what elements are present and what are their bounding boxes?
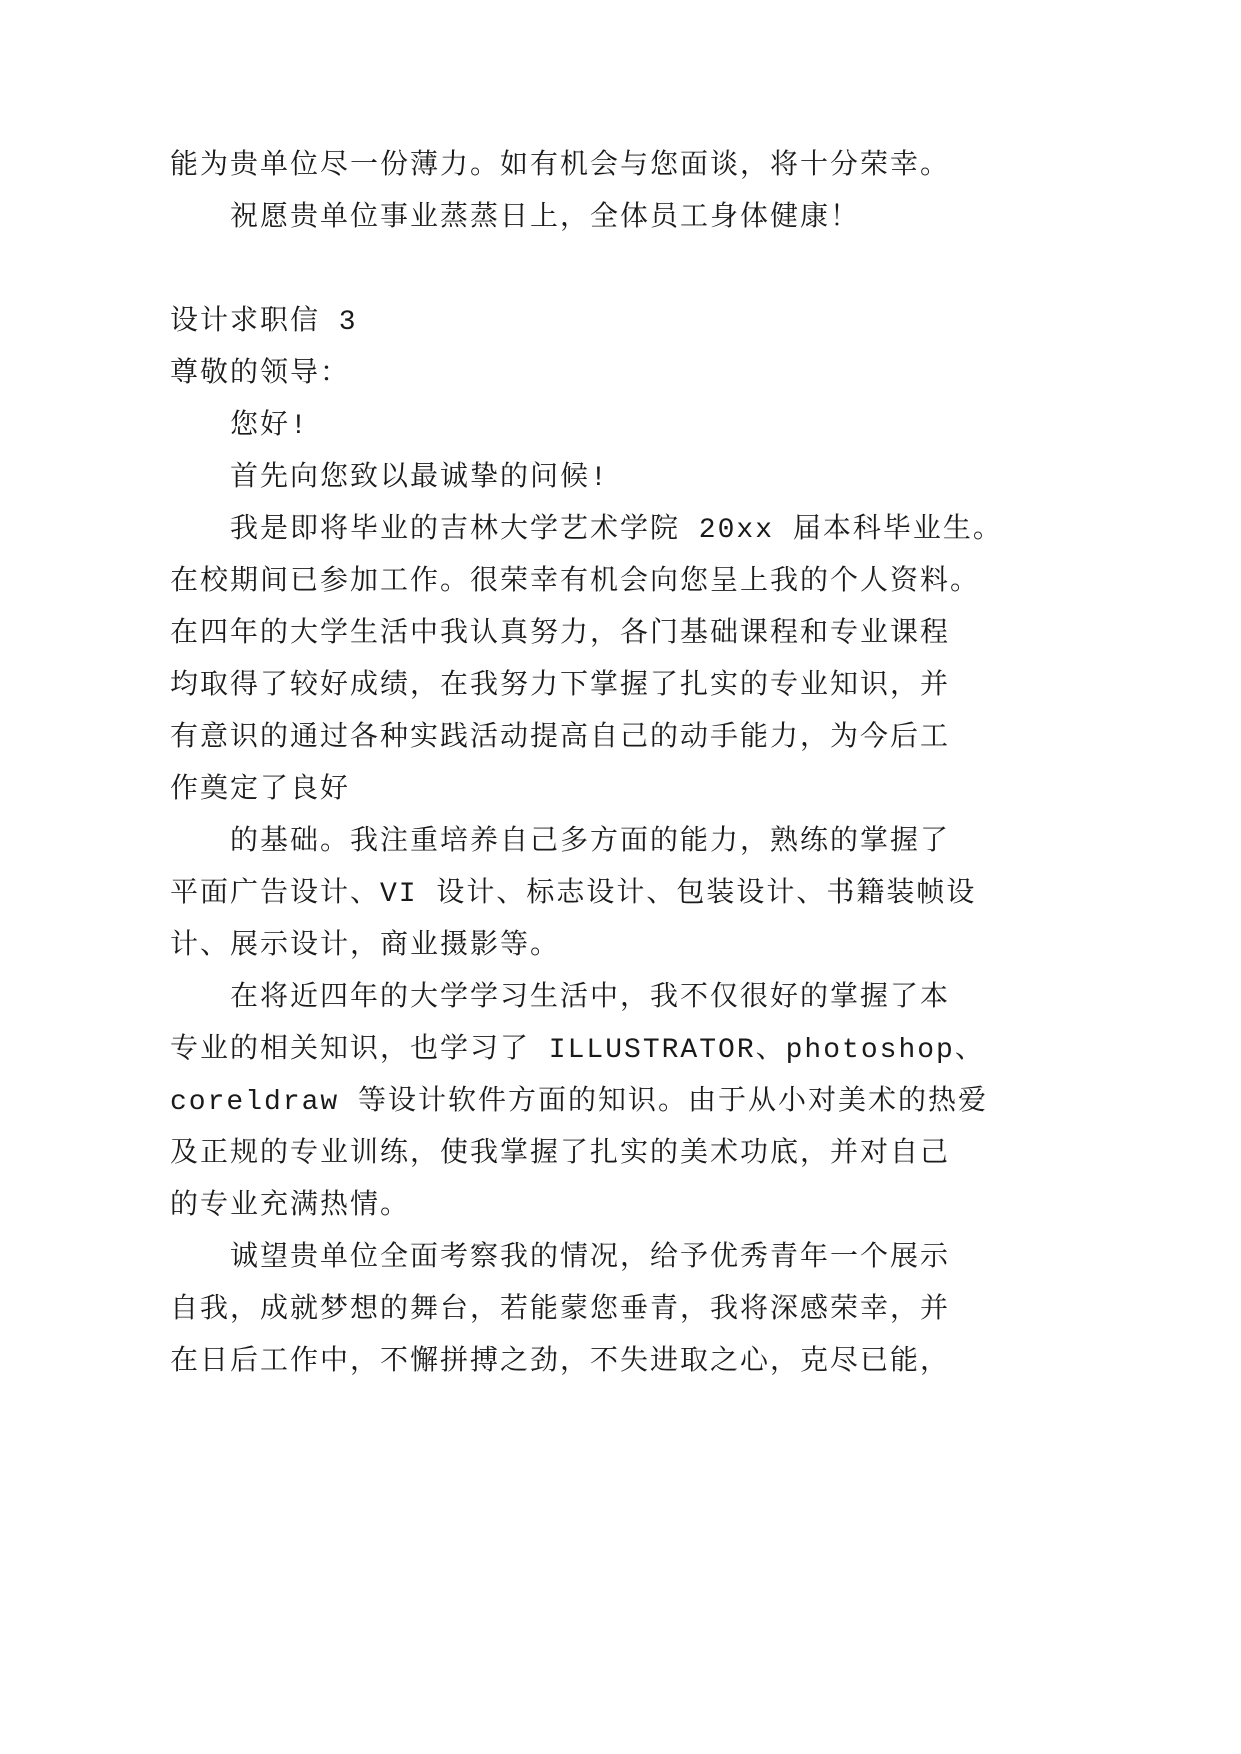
text-line: 作奠定了良好 [170,775,351,806]
text-line: 有意识的通过各种实践活动提高自己的动手能力，为今后工 [170,723,951,754]
text-line: 及正规的专业训练，使我掌握了扎实的美术功底，并对自己 [170,1139,951,1170]
text-line: 自我，成就梦想的舞台，若能蒙您垂青，我将深感荣幸，并 [170,1295,951,1326]
letter-salutation: 尊敬的领导： [170,359,351,390]
text-line: 在将近四年的大学学习生活中，我不仅很好的掌握了本 [230,983,951,1014]
text-line: 在校期间已参加工作。很荣幸有机会向您呈上我的个人资料。 [170,567,981,598]
text-line: coreldraw 等设计软件方面的知识。由于从小对美术的热爱 [170,1087,989,1118]
text-line: 祝愿贵单位事业蒸蒸日上，全体员工身体健康！ [230,203,861,234]
letter-body [170,401,1241,1389]
text-line: 平面广告设计、VI 设计、标志设计、包装设计、书籍装帧设 [170,879,977,910]
blank-line [170,245,1241,297]
text-line: 首先向您致以最诚挚的问候! [230,463,609,494]
text-line: 均取得了较好成绩，在我努力下掌握了扎实的专业知识，并 [170,671,951,702]
text-line: 诚望贵单位全面考察我的情况，给予优秀青年一个展示 [230,1243,951,1274]
text-line: 计、展示设计，商业摄影等。 [170,931,561,962]
previous-letter-ending [170,141,1241,245]
text-line: 我是即将毕业的吉林大学艺术学院 20xx 届本科毕业生。 [230,515,1003,546]
text-line: 的基础。我注重培养自己多方面的能力，熟练的掌握了 [230,827,951,858]
greeting-line: 您好! [230,411,309,442]
text-line: 在四年的大学生活中我认真努力，各门基础课程和专业课程 [170,619,951,650]
text-line: 的专业充满热情。 [170,1191,411,1222]
text-line: 能为贵单位尽一份薄力。如有机会与您面谈，将十分荣幸。 [170,151,951,182]
letter-title: 设计求职信 3 [170,307,358,338]
cover-letter [170,297,1241,1389]
text-line: 专业的相关知识，也学习了 ILLUSTRATOR、photoshop、 [170,1035,985,1066]
text-line: 在日后工作中，不懈拼搏之劲，不失进取之心，克尽已能， [170,1347,951,1378]
